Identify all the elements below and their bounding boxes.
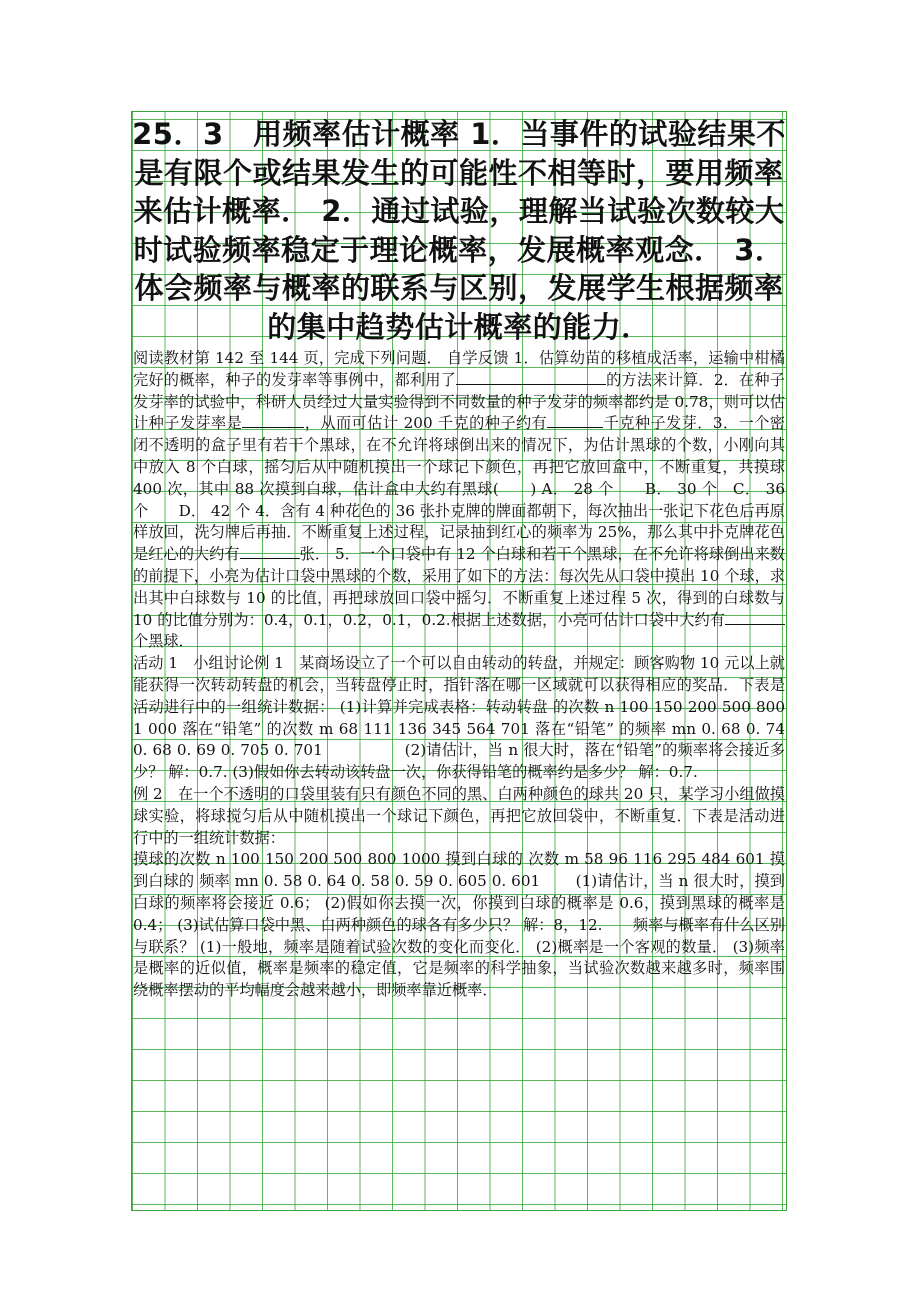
text-segment: 千克种子发芽．3．一个密闭不透明的盒子里有若干个黑球，在不允许将球倒出来的情况下，为估计黑球的个数，小刚向其中放入 8 个白球，摇匀后从中随机摸出一个球记下颜色，再把它放回盒中，不断重复，共摸球 400 次，其中 88 次摸到白球，估计盒中大约有黑球( ) A． 28 个 B． 30 个 C． 36 个 D． 42 个 4．含有 4 种花色的 36 张扑克牌的牌面都朝下，每次抽出一张记下花色后再原样放回，洗匀牌后再抽．不断重复上述过程，记录抽到红心的频率为 25%，那么其中扑克牌花色是红心的大约有 — [133, 414, 785, 564]
text-segment: 张． 5．一个口袋中有 12 个白球和若干个黑球，在不允许将球倒出来数的前提下，小亮为估计口袋中黑球的个数，采用了如下的方法：每次先从口袋中摸出 10 个球，求出其中白球数与 10 的比值，再把球放回口袋中摇匀．不断重复上述过程 5 次，得到的白球数与 10 的比值分别为：0.4，0.1，0.2，0.1，0.2.根据上述数据，小亮可估计口袋中大约有 — [133, 545, 785, 629]
text-segment: 阅读教材第 142 至 144 页，完成下列问题． 自学反馈 1．估算幼苗的移植成活率，运输中柑橘完好的概率，种子的发芽率等事例中，都利用了 — [133, 349, 785, 389]
fill-in-blank — [456, 370, 606, 385]
activity-example-1: 活动 1 小组讨论例 1 某商场设立了一个可以自由转动的转盘，并规定：顾客购物 10 元以上就能获得一次转动转盘的机会，当转盘停止时，指针落在哪一区域就可以获得相应的奖品．下表是活动进行中的一组统计数据： (1)计算并完成表格：转动转盘 的次数 n 100 150 200 500 800 1 000 落在“铅笔” 的次数 m 68 111 136 345 564 701 落在“铅笔” 的频率 mn 0. 68 0. 74 0. 68 0. 69 0. 705 0. 701 (2)请估计，当 n 很大时，落在“铅笔”的频率将会接近多少？ 解：0.7. (3)假如你去转动该转盘一次，你获得铅笔的概率约是多少？ 解：0.7. — [133, 654, 785, 782]
text-segment: ，从而可估计 200 千克的种子约有 — [304, 414, 548, 433]
document-page — [131, 111, 787, 1211]
fill-in-blank — [547, 413, 603, 428]
document-body — [132, 348, 786, 1002]
self-study-paragraph — [133, 348, 785, 653]
example-2-table-and-summary: 摸球的次数 n 100 150 200 500 800 1000 摸到白球的 次数 m 58 96 116 295 484 601 摸到白球的 频率 mn 0. 58 0. 64 0. 58 0. 59 0. 605 0. 601 (1)请估计，当 n 很大时，摸到白球的频率将会接近 0.6； (2)假如你去摸一次，你摸到白球的概率是 0.6，摸到黑球的概率是 0.4； (3)试估算口袋中黑、白两种颜色的球各有多少只？ 解：8，12. 频率与概率有什么区别与联系？ (1)一般地，频率是随着试验次数的变化而变化． (2)概率是一个客观的数量． (3)频率是概率的近似值，概率是频率的稳定值，它是频率的科学抽象，当试验次数越来越多时，频率围绕概率摆动的平均幅度会越来越小，即频率靠近概率． — [133, 850, 785, 1000]
example-2: 例 2 在一个不透明的口袋里装有只有颜色不同的黑、白两种颜色的球共 20 只，某学习小组做摸球实验，将球搅匀后从中随机摸出一个球记下颜色，再把它放回袋中，不断重复．下表是活动进行中的一组统计数据： — [133, 784, 785, 847]
text-segment: 的方法来计算．2．在种子发芽率的试验中，科研人员经过大量实验得到不同数量的种子发芽的频率都约是 0.78，则可以估计种子发芽率是 — [133, 370, 785, 433]
text-segment: 个黑球． — [133, 632, 194, 651]
fill-in-blank — [725, 610, 785, 625]
page-title: 25．3 用频率估计概率 1．当事件的试验结果不是有限个或结果发生的可能性不相等时，要用频率来估计概率． 2．通过试验，理解当试验次数较大时试验频率稳定于理论概率，发展概率观念． 3．体会频率与概率的联系与区别，发展学生根据频率的集中趋势估计概率的能力． — [132, 117, 786, 344]
fill-in-blank — [242, 413, 304, 428]
fill-in-blank — [240, 544, 300, 559]
